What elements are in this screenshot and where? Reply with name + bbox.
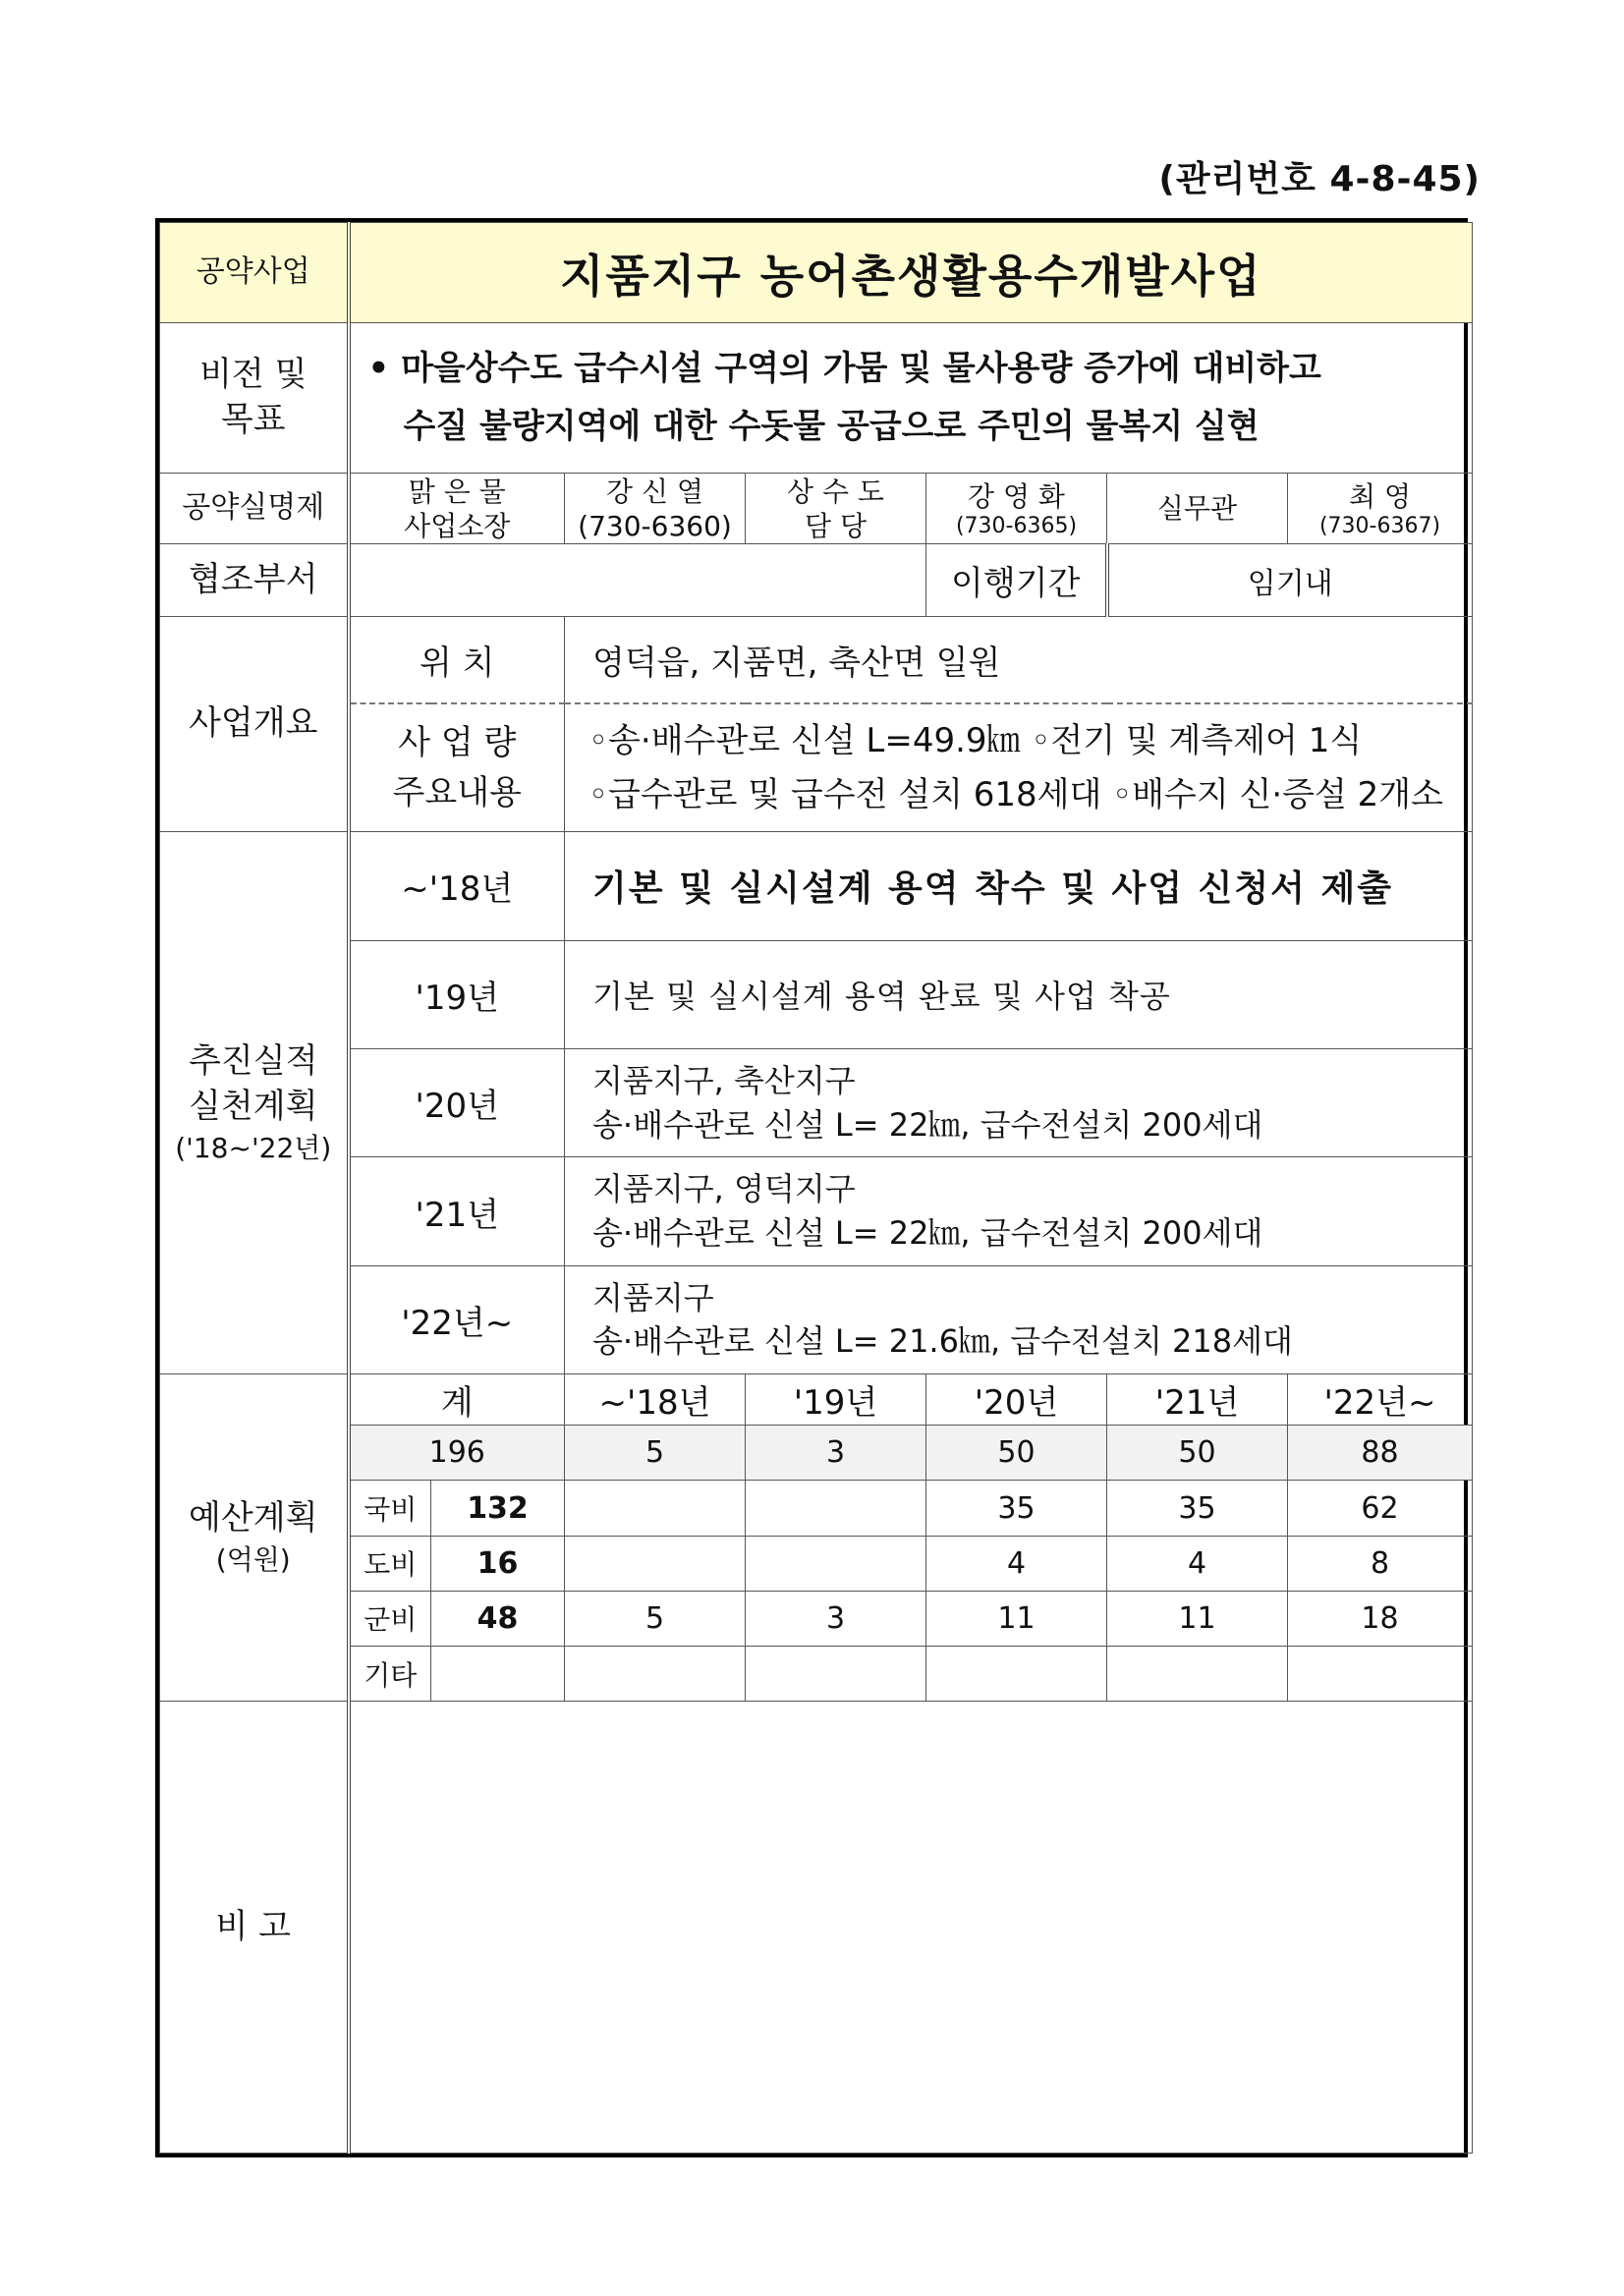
project-title: 지품지구 농어촌생활용수개발사업: [349, 223, 1473, 323]
plan-year: '19년: [349, 940, 565, 1048]
plan-year: '20년: [349, 1048, 565, 1156]
budget-total-cell: 3: [746, 1426, 926, 1481]
budget-source: 국비: [349, 1481, 431, 1536]
officer2-phone: (730-6365): [955, 513, 1078, 538]
pledge-table: [159, 222, 1473, 2154]
officer2-name: [926, 473, 1107, 543]
budget-col-header: 계: [349, 1374, 565, 1426]
budget-source-total: 132: [431, 1481, 565, 1536]
plan-label-line3: ('18~'22년): [175, 1131, 332, 1164]
plan-text-line1: 기본 및 실시설계 용역 완료 및 사업 착공: [592, 978, 1171, 1016]
overview-location-row: [160, 617, 1473, 703]
budget-cell: 11: [1107, 1591, 1288, 1646]
budget-cell: [565, 1481, 746, 1536]
budget-cell: [565, 1647, 746, 1702]
cooperation-row: [160, 544, 1473, 617]
plan-year: '22년~: [349, 1265, 565, 1373]
officer1-role-line2: 사업소장: [404, 509, 511, 542]
officer1-role: [349, 473, 565, 543]
budget-cell: [1288, 1647, 1473, 1702]
plan-row: [160, 1157, 1473, 1265]
budget-col-header: '20년: [926, 1374, 1107, 1426]
plan-row: [160, 1048, 1473, 1156]
budget-source-total: [431, 1647, 565, 1702]
budget-total-cell: 5: [565, 1426, 746, 1481]
budget-cell: [926, 1647, 1107, 1702]
budget-col-header: '19년: [746, 1374, 926, 1426]
period-label: 이행기간: [926, 544, 1107, 617]
vision-label: [160, 323, 349, 474]
vision-text: [349, 323, 1473, 474]
pledge-document: [155, 218, 1468, 2157]
location-value: 영덕읍, 지품면, 축산면 일원: [565, 617, 1473, 703]
plan-text-line2: 송·배수관로 신설 L= 21.6㎞, 급수전설치 218세대: [592, 1322, 1293, 1361]
overview-label: 사업개요: [160, 617, 349, 832]
budget-cell: 18: [1288, 1591, 1473, 1646]
content-line2: ◦급수관로 및 급수전 설치 618세대 ◦배수지 신·증설 2개소: [588, 774, 1443, 814]
budget-cell: [746, 1536, 926, 1591]
plan-year: ~'18년: [349, 832, 565, 940]
content-value: [565, 703, 1473, 831]
budget-cell: [746, 1481, 926, 1536]
budget-cell: 11: [926, 1591, 1107, 1646]
budget-cell: 8: [1288, 1536, 1473, 1591]
budget-col-header: '21년: [1107, 1374, 1288, 1426]
plan-text: [565, 940, 1473, 1048]
content-label-line2: 주요내용: [392, 772, 522, 812]
plan-text: [565, 832, 1473, 940]
plan-text-line1: 지품지구, 영덕지구: [592, 1170, 856, 1208]
vision-label-line2: 목표: [220, 400, 286, 440]
budget-row: [160, 1591, 1473, 1646]
plan-text-line2: 송·배수관로 신설 L= 22㎞, 급수전설치 200세대: [592, 1214, 1263, 1253]
budget-total-cell: 50: [926, 1426, 1107, 1481]
budget-label: [160, 1374, 349, 1702]
officer3-role: 실무관: [1107, 473, 1288, 543]
officer2-role-line1: 상 수 도: [787, 475, 884, 508]
officer3-name-text: 최 영: [1349, 479, 1411, 513]
budget-cell: [565, 1536, 746, 1591]
budget-total-cell: 88: [1288, 1426, 1473, 1481]
budget-cell: 5: [565, 1591, 746, 1646]
budget-cell: 4: [1107, 1536, 1288, 1591]
project-label: 공약사업: [160, 223, 349, 323]
plan-text-line1: 기본 및 실시설계 용역 착수 및 사업 신청서 제출: [592, 868, 1394, 910]
budget-cell: 4: [926, 1536, 1107, 1591]
budget-row: [160, 1647, 1473, 1702]
budget-source: 도비: [349, 1536, 431, 1591]
plan-row: [160, 940, 1473, 1048]
budget-cell: [1107, 1647, 1288, 1702]
budget-cell: 35: [1107, 1481, 1288, 1536]
budget-label-text: 예산계획: [189, 1498, 318, 1539]
plan-label: [160, 832, 349, 1374]
plan-text: [565, 1048, 1473, 1156]
budget-source: 기타: [349, 1647, 431, 1702]
officer1-role-line1: 맑 은 물: [408, 475, 506, 508]
remarks-value: [349, 1702, 1473, 2154]
officer3-phone: (730-6367): [1318, 513, 1441, 538]
officer1-name-text: 강 신 열: [606, 475, 703, 508]
vision-row: [160, 323, 1473, 474]
budget-header-row: [160, 1374, 1473, 1426]
cooperation-value: [349, 544, 926, 617]
overview-content-row: [160, 703, 1473, 831]
budget-cell: 3: [746, 1591, 926, 1646]
officer2-name-text: 강 영 화: [968, 479, 1065, 513]
officer3-name: [1288, 473, 1473, 543]
period-value: 임기내: [1107, 544, 1473, 617]
plan-label-line2: 실천계획: [189, 1086, 318, 1126]
budget-cell: 35: [926, 1481, 1107, 1536]
plan-text-line1: 지품지구, 축산지구: [592, 1061, 856, 1099]
remarks-label: 비 고: [160, 1702, 349, 2154]
vision-line2: 수질 불량지역에 대한 수돗물 공급으로 주민의 물복지 실현: [403, 407, 1260, 447]
management-number: (관리번호 4-8-45): [1158, 159, 1481, 199]
officer2-role: [746, 473, 926, 543]
officers-label: 공약실명제: [160, 473, 349, 543]
cooperation-label: 협조부서: [160, 544, 349, 617]
location-label: 위 치: [349, 617, 565, 703]
officer1-phone: (730-6360): [578, 509, 732, 542]
plan-text-line2: 송·배수관로 신설 L= 22㎞, 급수전설치 200세대: [592, 1105, 1263, 1144]
plan-row: [160, 832, 1473, 940]
budget-row: [160, 1481, 1473, 1536]
officers-row: [160, 473, 1473, 543]
budget-cell: [746, 1647, 926, 1702]
remarks-row: [160, 1702, 1473, 2154]
budget-col-header: '22년~: [1288, 1374, 1473, 1426]
budget-cell: 62: [1288, 1481, 1473, 1536]
budget-source-total: 48: [431, 1591, 565, 1646]
content-line1: ◦송·배수관로 신설 L=49.9㎞ ◦전기 및 계측제어 1식: [588, 721, 1363, 761]
budget-total-row: [160, 1426, 1473, 1481]
plan-year: '21년: [349, 1157, 565, 1265]
budget-total-cell: 196: [349, 1426, 565, 1481]
content-label-line1: 사 업 량: [398, 722, 517, 762]
vision-line1: • 마을상수도 급수시설 구역의 가뭄 및 물사용량 증가에 대비하고: [367, 348, 1321, 388]
budget-source-total: 16: [431, 1536, 565, 1591]
budget-col-header: ~'18년: [565, 1374, 746, 1426]
budget-source: 군비: [349, 1591, 431, 1646]
content-label: [349, 703, 565, 831]
budget-row: [160, 1536, 1473, 1591]
officer1-name: [565, 473, 746, 543]
plan-label-line1: 추진실적: [189, 1040, 318, 1081]
project-row: [160, 223, 1473, 323]
vision-label-line1: 비전 및: [199, 355, 308, 395]
plan-row: [160, 1265, 1473, 1373]
officer2-role-line2: 담 당: [805, 509, 867, 542]
plan-text: [565, 1265, 1473, 1373]
budget-unit: (억원): [215, 1543, 291, 1577]
budget-total-cell: 50: [1107, 1426, 1288, 1481]
plan-text-line1: 지품지구: [592, 1278, 714, 1316]
plan-text: [565, 1157, 1473, 1265]
